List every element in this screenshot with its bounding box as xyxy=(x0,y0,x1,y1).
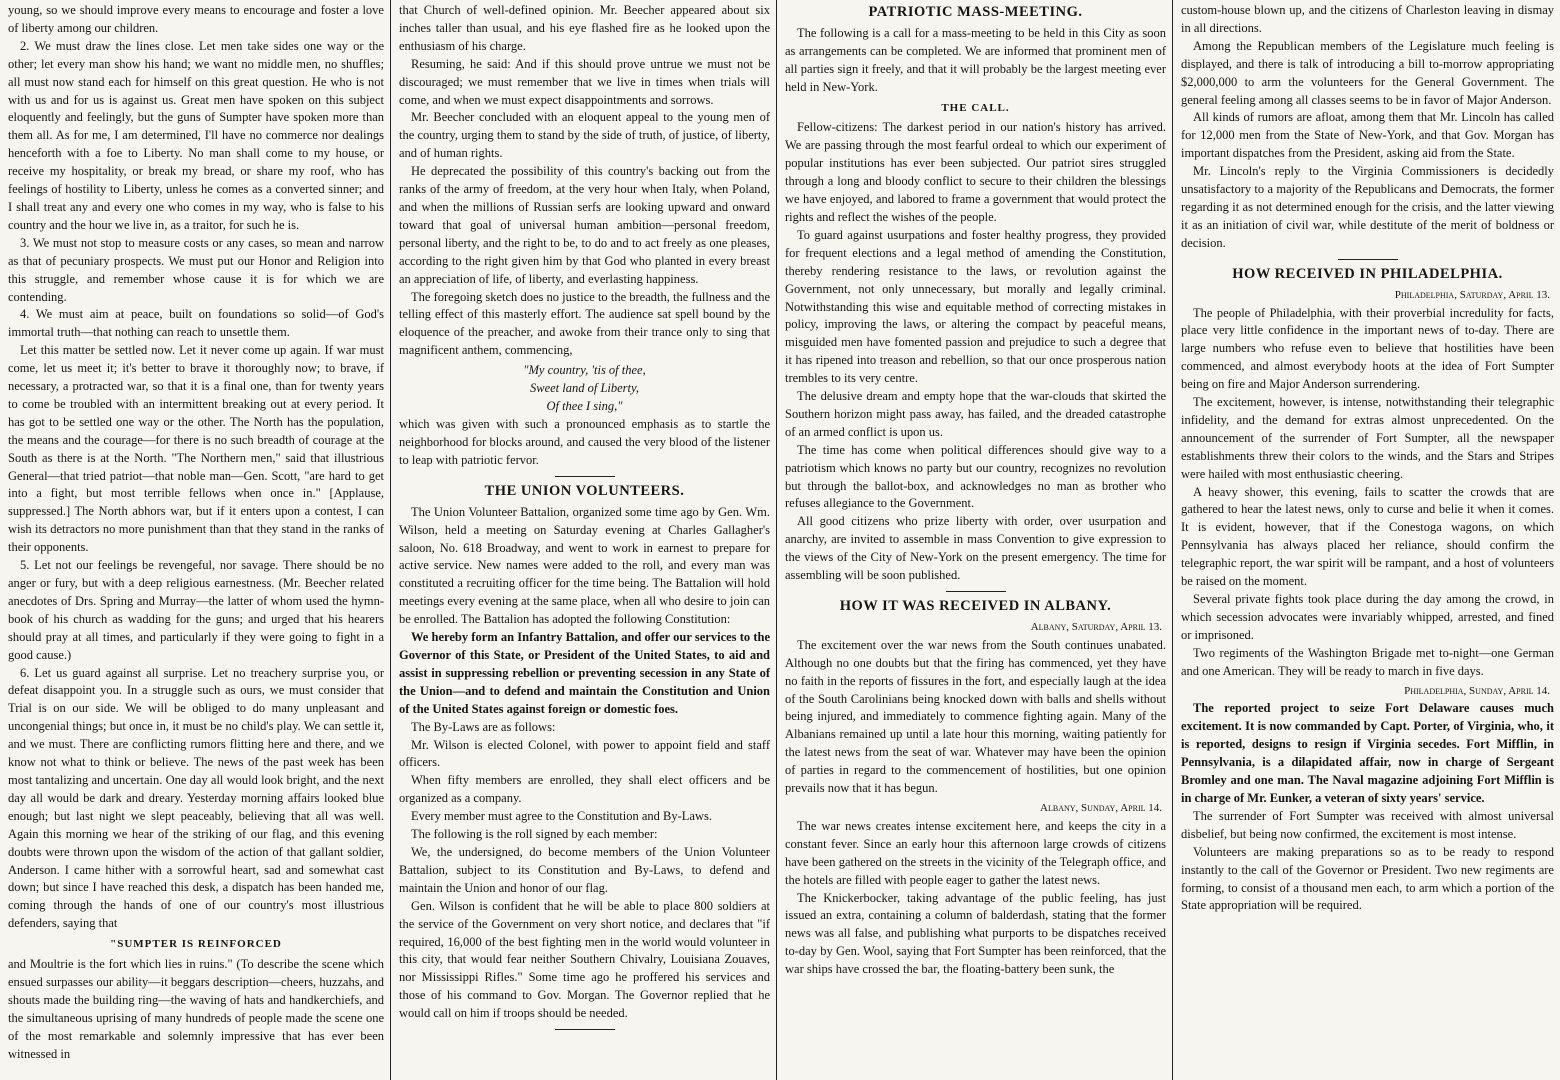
paragraph: The Union Volunteer Battalion, organized some time ago by Gen. Wm. Wilson, held a meeting on Saturday evening at Charles Gallagher's saloon, No. 618 Broadway, and went to work in earnest to prepare for active service. New names were added to the roll, and every man was constituted a recruiting officer for the time being. The Battalion will hold meetings every evening at the same place, when all who desire to join can be enrolled. The Battalion has adopted the following Constitution: xyxy=(399,504,770,627)
paragraph: 4. We must aim at peace, built on foundations so solid—of God's immortal truth—that nothing can reach to unsettle them. xyxy=(8,307,384,340)
paragraph: A heavy shower, this evening, fails to scatter the crowds that are gathered to hear the latest news, only to curse and belie it when it comes. It is evident, however, that if the Conestoga wagons, on which Pennsylvania has always placed her reliance, should confirm the telegraphic report, the war spirit will be rampant, and a host of volunteers be raised on the moment. xyxy=(1181,484,1554,589)
verse-line: Sweet land of Liberty, xyxy=(529,381,640,396)
verse-line: "My country, 'tis of thee, xyxy=(523,363,646,378)
paragraph: The war news creates intense excitement here, and keeps the city in a constant fever. Since an early hour this afternoon large crowds of citizens have been gathered on the streets in the vicinity of the Telegraph office, and the hotels are filled with people eager to gather the latest news. xyxy=(785,818,1166,887)
paragraph: The people of Philadelphia, with their proverbial incredulity for facts, place very little confidence in the important news of to-day. There are large numbers who refuse even to believe that hostilities have been commenced, and almost everybody hoots at the idea of Fort Sumpter being on fire and Major Anderson surrendering. xyxy=(1181,305,1554,392)
column-3 xyxy=(777,0,1172,1080)
section-heading: PATRIOTIC MASS-MEETING. xyxy=(868,4,1083,20)
paragraph: Every member must agree to the Constitution and By-Laws. xyxy=(411,809,712,824)
paragraph: The following is the roll signed by each member: xyxy=(411,827,658,842)
paragraph: which was given with such a pronounced emphasis as to startle the neighborhood for blocks around, and caused the very blood of the listener to leap with patriotic fervor. xyxy=(399,417,770,467)
paragraph: The following is a call for a mass-meeting to be held in this City as soon as arrangements can be completed. We are informed that prominent men of all parties sign it freely, and that it will probably be the largest meeting ever held in New-York. xyxy=(785,25,1166,94)
separator-rule xyxy=(1338,259,1398,260)
paragraph: The excitement, however, is intense, notwithstanding their telegraphic infidelity, and the demand for extras almost unprecedented. On the announcement of the surrender of Fort Sumpter, all the newspaper establishments threw their colors to the winds, and the Stars and Stripes were hailed with most enthusiastic cheering. xyxy=(1181,395,1554,481)
paragraph: 5. Let not our feelings be revengeful, nor savage. There should be no anger or fury, but with a deep religious earnestness. (Mr. Beecher related anecdotes of Drs. Spring and Murray—the latter of whom used the hymn-book of his church as wadding for the guns; and urged that his hearers should pray at all times, and particularly if they were going to fight in a good cause.) xyxy=(8,558,384,662)
paragraph: He deprecated the possibility of this country's backing out from the ranks of the army of freedom, at the very hour when Italy, when Poland, and when the millions of Russian serfs are looking upward and onward toward that goal of universal human ambition—personal freedom, personal liberty, and the right to be, to do and to act freely as one pleases, according to the right given him by that God who planted in every breast an appreciation of life, of liberty, and everlasting happiness. xyxy=(399,164,770,286)
paragraph: The foregoing sketch does no justice to the breadth, the fullness and the telling effect of this masterly effort. The audience sat spell bound by the eloquence of the preacher, and awoke from their trance only to sing that magnificent anthem, commencing, xyxy=(399,289,770,358)
quote-heading: "SUMPTER IS REINFORCED xyxy=(110,938,282,951)
paragraph: Mr. Wilson is elected Colonel, with power to appoint field and staff officers. xyxy=(399,737,770,770)
paragraph: The surrender of Fort Sumpter was received with almost universal disbelief, but being now confirmed, the excitement is most intense. xyxy=(1181,808,1554,841)
dateline: Albany, Saturday, April 13. xyxy=(1030,620,1162,633)
column-1 xyxy=(0,0,390,1080)
section-heading: HOW RECEIVED IN PHILADELPHIA. xyxy=(1232,265,1503,282)
column-2 xyxy=(391,0,776,1080)
paragraph: custom-house blown up, and the citizens of Charleston leaving in dismay in all directions. xyxy=(1181,3,1554,35)
paragraph: The By-Laws are as follows: xyxy=(411,719,556,734)
separator-rule xyxy=(946,591,1006,592)
column-4 xyxy=(1173,0,1560,1080)
dateline: Philadelphia, Sunday, April 14. xyxy=(1404,684,1550,697)
paragraph: Several private fights took place during the day among the crowd, in which secession advocates were invariably whipped, arrested, and fined or imprisoned. xyxy=(1181,592,1554,642)
paragraph: The Knickerbocker, taking advantage of the public feeling, has just issued an extra, containing a column of balderdash, stating that the former news was all false, and publishing what purports to be dispatches received to-day by Gen. Wool, saying that Fort Sumpter has been reinforced, that the war ships have crossed the bar, the floating-battery been sunk, the xyxy=(785,890,1166,977)
paragraph: that Church of well-defined opinion. Mr. Beecher appeared about six inches taller than usual, and his eye flashed fire as he looked upon the enthusiasm of his charge. xyxy=(399,3,770,53)
paragraph: Volunteers are making preparations so as to be ready to respond instantly to the call of the Governor or President. Two new regiments are forming, to consist of a thousand men each, to arm which a portion of the State appropriation will be required. xyxy=(1181,844,1554,913)
sub-heading: THE CALL. xyxy=(941,101,1010,114)
section-heading: THE UNION VOLUNTEERS. xyxy=(484,482,685,499)
paragraph: Let this matter be settled now. Let it never come up again. If war must come, let us meet it; it's better to brave it thoroughly now; to brave, if necessary, a protracted war, so that it is a final one, than for twenty years to come be troubled with an intermittent breaking out at every period. It has got to be settled one way or the other. The North has the population, the means and the courage—for there is no such breadth of courage at the South as there is at the North. "The Northern men," said that illustrious General—that tried patriot—that noble man—Gen. Scott, "are hard to get into a fight, but most terrible fellows when once in." [Applause, suppressed.] The North abhors war, but if it enters upon a contest, I can wish its detractors no more punishment than that they stand in the ranks of their opponents. xyxy=(8,343,384,555)
paragraph: We hereby form an Infantry Battalion, and offer our services to the Governor of this State, or President of the United States, to aid and assist in suppressing rebellion or preventing secession in any State of the Union—and to defend and maintain the Constitution and Union of the United States against foreign or domestic foes. xyxy=(399,630,770,716)
paragraph: Among the Republican members of the Legislature much feeling is displayed, and there is talk of introducing a bill to-morrow appropriating $2,000,000 to arm the volunteers for the General Government. The general feeling among all classes seems to be in favor of Major Anderson. xyxy=(1181,38,1554,107)
paragraph: Two regiments of the Washington Brigade met to-night—one German and one American. They will be ready to march in five days. xyxy=(1181,645,1554,678)
paragraph: When fifty members are enrolled, they shall elect officers and be organized as a company. xyxy=(399,773,770,806)
paragraph: To guard against usurpations and foster healthy progress, they provided for frequent elections and a legal method of amending the Constitution, thereby rendering resistance to the laws, or revolution against the Government, not only unnecessary, but morally and legally criminal. Notwithstanding this wise and equitable method of correcting mistakes in policy, improving the laws, or altering the compact by peaceful means, misguided men have fomented passion and prejudice to such a degree that it has ripened into treason and rebellion, so that our once prosperous nation trembles to its very centre. xyxy=(785,227,1166,386)
paragraph: The time has come when political differences should give way to a patriotism which knows no party but our country, recognizes no revolution but through the ballot-box, and acknowledges no man as brother who refuses allegiance to the Government. xyxy=(785,442,1166,511)
separator-rule xyxy=(555,1029,615,1030)
dateline: Albany, Sunday, April 14. xyxy=(1040,801,1162,814)
verse-line: Of thee I sing," xyxy=(546,399,623,414)
paragraph: The excitement over the war news from the South continues unabated. Although no one doubts but that the firing has commenced, yet they have no faith in the reports of fissures in the fort, and especially laugh at the idea of the South Carolinians being knocked down with balls and shells without being injured, and immediately to commence fighting again. Many of the Albanians remained up until a late hour this morning, waiting patiently for the latest news from the seat of war. Whatever may have been the opinion of parties in regard to the commencement of hostilities, but one opinion prevails now that it has begun. xyxy=(785,637,1166,796)
paragraph: We, the undersigned, do become members of the Union Volunteer Battalion, subject to its Constitution and By-Laws, to defend and maintain the Union and honor of our flag. xyxy=(399,844,770,895)
paragraph: The delusive dream and empty hope that the war-clouds that skirted the Southern horizon might pass away, has failed, and the dreaded catastrophe of an armed conflict is upon us. xyxy=(785,389,1166,439)
paragraph: and Moultrie is the fort which lies in ruins." (To describe the scene which ensued surpasses our ability—it beggars description—cheers, huzzahs, and shouts made the building ring—the waving of hats and handkerchiefs, and the simultaneous uprising of many hundreds of people made the scene one of the most remarkable and solemnly impressive that has ever been witnessed in xyxy=(8,957,384,1061)
paragraph: The reported project to seize Fort Delaware causes much excitement. It is now commanded by Capt. Porter, of Virginia, who, it is reported, designs to resign if Virginia secedes. Fort Mifflin, in Pennsylvania, is a dilapidated affair, now in charge of Sergeant Bromley and one man. The Naval magazine adjoining Fort Mifflin is in charge of Mr. Eunker, a veteran of sixty years' service. xyxy=(1181,701,1554,805)
paragraph: All good citizens who prize liberty with order, over usurpation and anarchy, are invited to assemble in mass Convention to give expression to the views of the City of New-York on the present emergency. The time for assembling will be soon published. xyxy=(785,514,1166,583)
paragraph: 6. Let us guard against all surprise. Let no treachery surprise you, or defeat disappoint you. In a struggle such as ours, we must consider that Trial is on our side. We will be obliged to do many unpleasant and uncongenial things; but once in, it must be no child's play. We can settle it, and we must. There are conflicting rumors flitting here and there, and we know not what to think or believe. The news of the past week has been most tantalizing and uncertain. One day all would look bright, and the next day all would be dark and dreary. Yesterday morning affairs looked blue enough; but last night we slept peaceably, believing that all was well. Again this morning we hear of the striking of our flag, and this evening doubts were thrown upon the wisdom of the action of that gallant soldier, Anderson. I came hither with a sorrowful heart, sad and somewhat cast down; but since I have reached this desk, a dispatch has been handed me, coming through the hands of one of our country's most illustrious defenders, saying that xyxy=(8,665,384,931)
paragraph: Resuming, he said: And if this should prove untrue we must not be discouraged; we must remember that we live in times when trials will come, and when we must expect disappointments and sorrows. xyxy=(399,56,770,107)
paragraph: Mr. Lincoln's reply to the Virginia Commissioners is decidedly unsatisfactory to a majority of the Republicans and Democrats, the former regarding it as not determined enough for the crisis, and the latter viewing it as an initiation of civil war, while destitute of the merit of boldness or decision. xyxy=(1181,164,1554,250)
paragraph: All kinds of rumors are afloat, among them that Mr. Lincoln has called for 12,000 men from the State of New-York, and that Gov. Morgan has important dispatches from the President, asking aid from the State. xyxy=(1181,110,1554,161)
paragraph: 3. We must not stop to measure costs or any cases, so mean and narrow as that of pecuniary prospects. We must put our Honor and Religion into this struggle, and remember whose cause it is for which we are contending. xyxy=(8,235,384,304)
paragraph: Fellow-citizens: The darkest period in our nation's history has arrived. We are passing through the most fearful ordeal to which our experiment of popular institutions has ever been subjected. Our patriot sires struggled through a long and bloody conflict to secure to their children the blessings we have enjoyed, and labored to frame a government that would protect the rights and reflect the wishes of the people. xyxy=(785,120,1166,224)
paragraph: young, so we should improve every means to encourage and foster a love of liberty among our children. xyxy=(8,3,384,35)
section-heading: HOW IT WAS RECEIVED IN ALBANY. xyxy=(839,598,1112,614)
paragraph: Gen. Wilson is confident that he will be able to place 800 soldiers at the service of the Government on very short notice, and declares that "if required, 16,000 of the best fighting men in the world would volunteer in this city, that would fear neither Southern Chivalry, Louisiana Zouaves, nor Mississippi Rifles." Some time ago he proffered his services and those of his command to Gov. Morgan. The Governor replied that he would call on him if troops should be needed. xyxy=(399,898,770,1021)
paragraph: Mr. Beecher concluded with an eloquent appeal to the young men of the country, urging them to stand by the side of truth, of justice, of liberty, and of human rights. xyxy=(399,110,770,161)
dateline: Philadelphia, Saturday, April 13. xyxy=(1394,288,1550,301)
separator-rule xyxy=(555,476,615,477)
paragraph: 2. We must draw the lines close. Let men take sides one way or the other; let every man show his hand; we want no middle men, no shuffles; all must now stand each for himself on this great question. He who is not with us and for us is against us. Great men have spoken on this subject eloquently and feelingly, but the guns of Sumpter have spoken more than them all. As for me, I am determined, I'll have no commerce nor dealings henceforth with a foe to Liberty. No man shall come to my house, or receive my hospitality, or break my bread, or share my roof, who has feelings of hostility to Liberty, unless he comes as a converted sinner; and I shall treat any and every one who comes in my way, who is false to his country and the hour we live in, as a traitor, for such he is. xyxy=(8,38,384,232)
